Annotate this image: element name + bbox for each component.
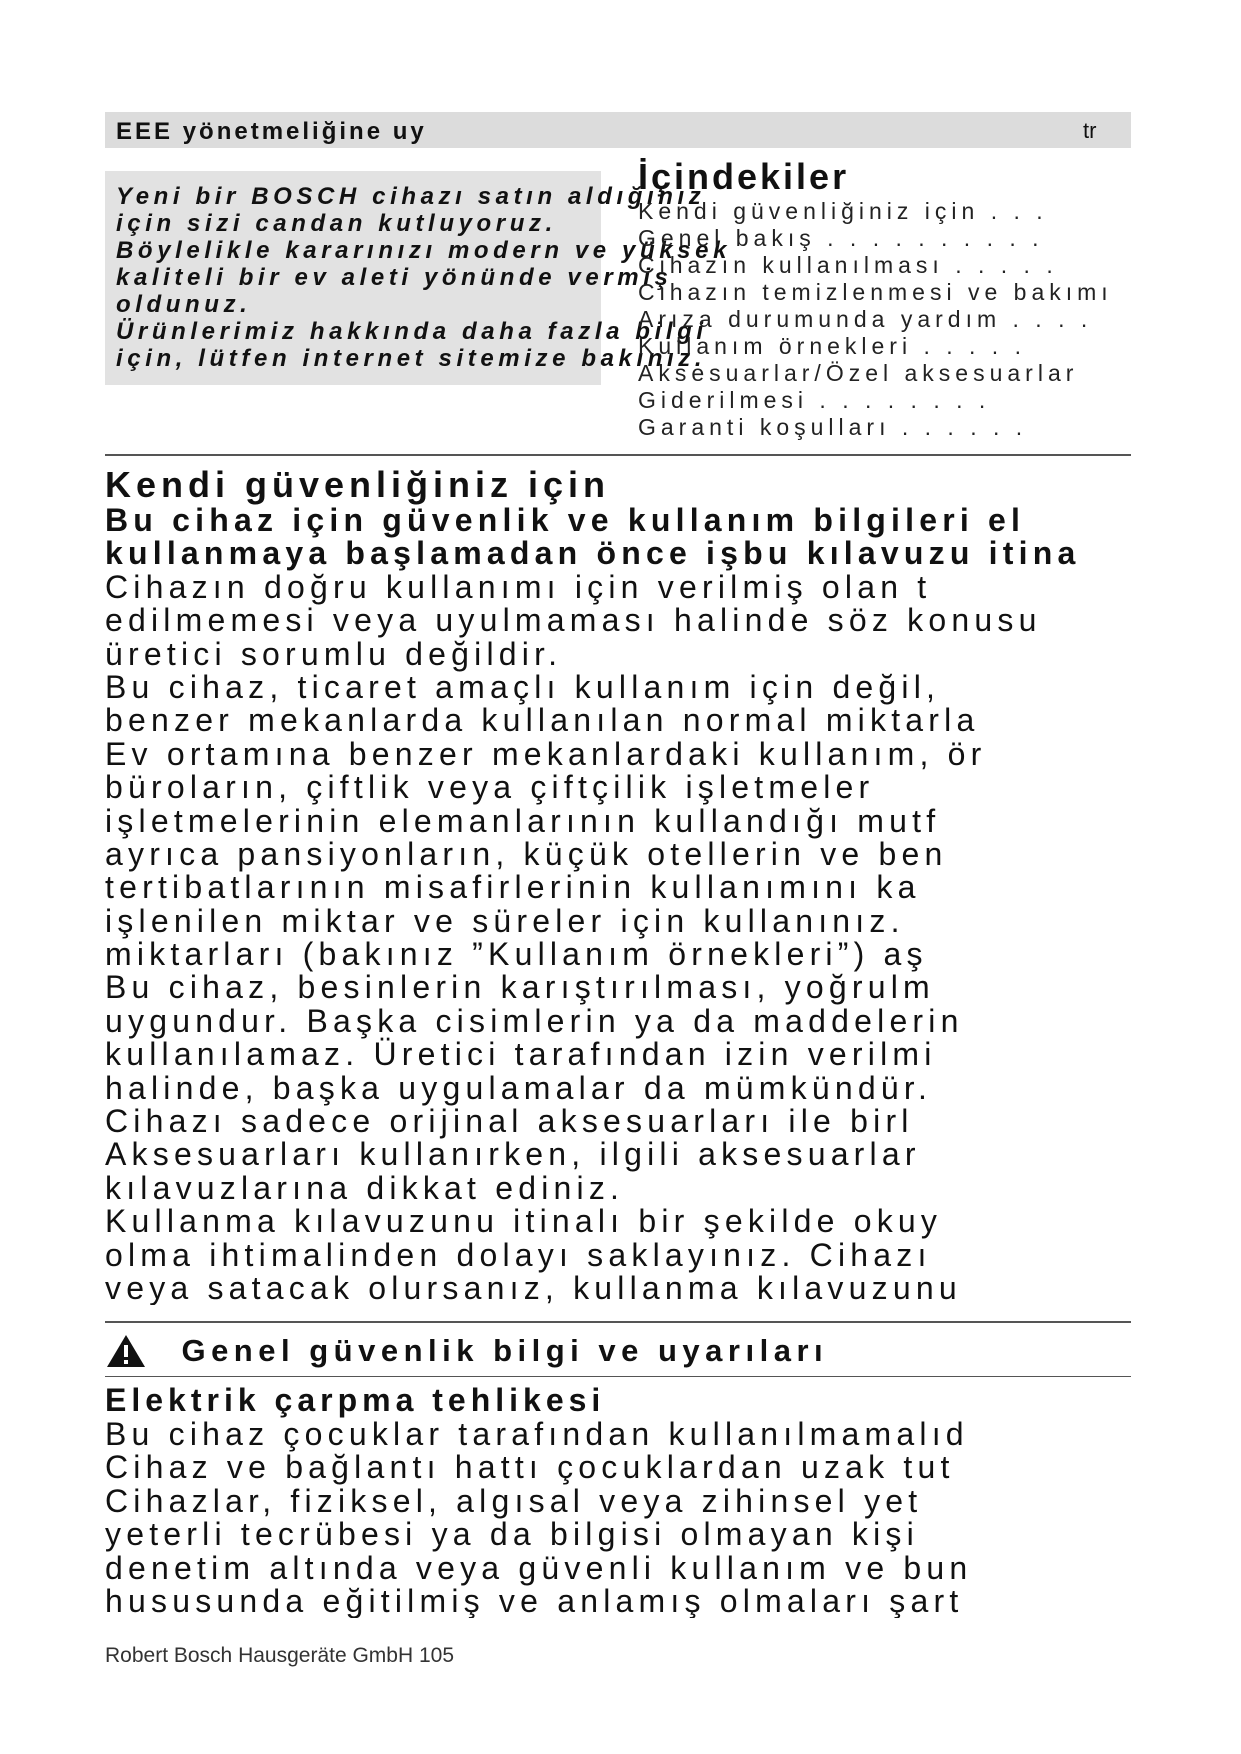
- body-line: kullanılamaz. Üretici tarafından izin verilmi: [105, 1036, 937, 1073]
- lead-line: kullanmaya başlamadan önce işbu kılavuzu itina: [105, 535, 1081, 572]
- intro-line: oldunuz.: [116, 291, 252, 318]
- body-line: Bu cihaz, besinlerin karıştırılması, yoğrulm: [105, 969, 935, 1006]
- toc-item: Genel bakış . . . . . . . . . .: [638, 225, 1044, 251]
- body-line: ayrıca pansiyonların, küçük otellerin ve ben: [105, 835, 948, 872]
- language-code: tr: [1083, 118, 1097, 143]
- section-divider: [105, 1376, 1131, 1377]
- warning-triangle-icon: [105, 1333, 147, 1369]
- body-line: işletmelerinin elemanlarının kullandığı mutf: [105, 802, 941, 839]
- body-line: Aksesuarları kullanırken, ilgili aksesuarlar: [105, 1136, 921, 1173]
- body-line: Cihazı sadece orijinal aksesuarları ile birl: [105, 1103, 914, 1140]
- intro-line: için, lütfen internet sitemize bakınız.: [116, 345, 707, 372]
- page-footer: Robert Bosch Hausgeräte GmbH 105: [105, 1644, 455, 1667]
- toc-item: Aksesuarlar/Özel aksesuarlar: [638, 360, 1079, 386]
- warning-title: Genel güvenlik bilgi ve uyarıları: [181, 1333, 829, 1368]
- body-line: veya satacak olursanız, kullanma kılavuzunu: [105, 1269, 962, 1306]
- warning-heading: [105, 1333, 828, 1373]
- body-line: miktarları (bakınız ”Kullanım örnekleri”) aş: [105, 936, 928, 973]
- body-line: üretici sorumlu değildir.: [105, 635, 563, 672]
- body-line: tertibatlarının misafirlerinin kullanımını ka: [105, 869, 921, 906]
- body-line: Bu cihaz, ticaret amaçlı kullanım için değil,: [105, 668, 941, 705]
- warning-body: [105, 1418, 1205, 1618]
- section-divider: [105, 1321, 1131, 1323]
- section-divider: [105, 454, 1131, 456]
- intro-line: için sizi candan kutluyoruz.: [116, 210, 557, 237]
- toc-item: Cihazın temizlenmesi ve bakımı: [638, 279, 1113, 305]
- toc-item: Arıza durumunda yardım . . . .: [638, 306, 1093, 332]
- toc-title: İçindekiler: [638, 156, 850, 197]
- body-line: benzer mekanlarda kullanılan normal miktarla: [105, 702, 980, 739]
- toc-item: Kendi güvenliğiniz için . . .: [638, 198, 1048, 224]
- body-line: Cihazın doğru kullanımı için verilmiş olan t: [105, 568, 932, 605]
- body-line: yeterli tecrübesi ya da bilgisi olmayan kişi: [105, 1516, 919, 1553]
- section-title: Kendi güvenliğiniz için: [105, 464, 611, 505]
- body-line: halinde, başka uygulamalar da mümkündür.: [105, 1069, 933, 1106]
- body-line: Cihaz ve bağlantı hattı çocuklardan uzak tut: [105, 1449, 955, 1486]
- body-line: kılavuzlarına dikkat ediniz.: [105, 1169, 625, 1206]
- intro-line: Ürünlerimiz hakkında daha fazla bilgi: [116, 318, 708, 345]
- body-line: Bu cihaz çocuklar tarafından kullanılmamalıd: [105, 1418, 969, 1452]
- section-body: [105, 504, 1205, 1305]
- toc-item: Garanti koşulları . . . . . .: [638, 414, 1028, 440]
- body-line: büroların, çiftlik veya çiftçilik işletmeler: [105, 769, 875, 806]
- body-line: denetim altında veya güvenli kullanım ve bun: [105, 1549, 973, 1586]
- toc-item: Cihazın kullanılması . . . . .: [638, 252, 1058, 278]
- toc-item: Giderilmesi . . . . . . . .: [638, 387, 991, 413]
- toc-item: Kullanım örnekleri . . . . .: [638, 333, 1026, 359]
- body-line: Ev ortamına benzer mekanlardaki kullanım, ör: [105, 735, 987, 772]
- body-line: hususunda eğitilmiş ve anlamış olmaları şart: [105, 1582, 964, 1619]
- subsection-title: Elektrik çarpma tehlikesi: [105, 1382, 606, 1418]
- body-line: uygundur. Başka cisimlerin ya da maddelerin: [105, 1002, 964, 1039]
- body-line: işlenilen miktar ve süreler için kullanınız.: [105, 902, 905, 939]
- body-line: olma ihtimalinden dolayı saklayınız. Cihazı: [105, 1236, 932, 1273]
- body-line: Cihazlar, fiziksel, algısal veya zihinsel yet: [105, 1482, 923, 1519]
- body-line: Kullanma kılavuzunu itinalı bir şekilde okuy: [105, 1203, 943, 1240]
- intro-line: Böylelikle kararınızı modern ve yüksek: [116, 237, 732, 264]
- intro-line: kaliteli bir ev aleti yönünde vermiş: [116, 264, 673, 291]
- intro-line: Yeni bir BOSCH cihazı satın aldığınız: [116, 183, 706, 210]
- body-line: edilmemesi veya uyulmaması halinde söz konusu: [105, 602, 1042, 639]
- lead-line: Bu cihaz için güvenlik ve kullanım bilgileri el: [105, 504, 1026, 538]
- header-title: EEE yönetmeliğine uy: [116, 118, 427, 145]
